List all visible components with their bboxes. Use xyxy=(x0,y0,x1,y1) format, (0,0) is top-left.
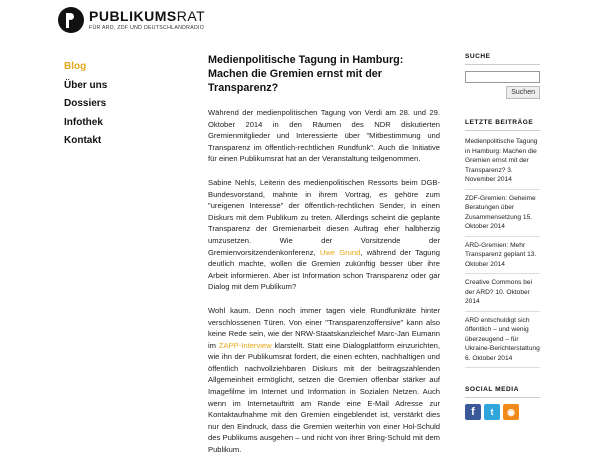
recent-posts-list xyxy=(465,137,540,368)
article xyxy=(208,53,440,468)
facebook-icon[interactable]: f xyxy=(465,404,481,420)
article-paragraph: Sabine Nehls, Leiterin des medienpolitischen Ressorts beim DGB-Bundesvorstand, mahnte in ihrem Vortrag, es gehöre zum "ureigenen Interesse" der öffentlich-rechtlichen Sender, in einen Diskurs mit dem Publikum zu treten. Allerdings scheint die geplante Transparenz der Gremienarbeit diesen Auftrag eher halbherzig umzusetzen. Wie der Vorsitzende der Gremienvorsitzendenkonferenz, Uwe Grund, während der Tagung deutlich machte, wollen die Gremien zukünftig besser über ihre Arbeit informieren. Aber ist Information schon Transparenz oder gar Dialog mit dem Publikum? xyxy=(208,177,440,292)
recent-post-link[interactable]: Medienpolitische Tagung in Hamburg: Machen die Gremien ernst mit der Transparenz? 3. November 2014 xyxy=(465,138,538,183)
logo-p-icon xyxy=(58,7,84,33)
search-heading: SUCHE xyxy=(465,53,540,65)
sidebar xyxy=(465,53,540,420)
article-title[interactable]: Medienpolitische Tagung in Hamburg: Machen die Gremien ernst mit der Transparenz? xyxy=(208,54,404,94)
recent-post-link[interactable]: ARD entschuldigt sich öffentlich – und wenig überzeugend – für Ukraine-Berichterstattung 6. Oktober 2014 xyxy=(465,316,540,362)
rss-icon[interactable]: ◉ xyxy=(503,404,519,420)
list-item xyxy=(465,241,540,275)
list-item xyxy=(465,137,540,190)
nav-item-kontakt[interactable]: Kontakt xyxy=(64,135,102,146)
search-button[interactable]: Suchen xyxy=(506,86,540,99)
list-item xyxy=(465,194,540,237)
social-links xyxy=(465,404,540,420)
logo-title: PUBLIKUMSRAT xyxy=(89,8,206,24)
main-nav xyxy=(64,61,164,154)
nav-item-ueber-uns[interactable]: Über uns xyxy=(64,79,108,91)
logo-subtitle: FÜR ARD, ZDF UND DEUTSCHLANDRADIO xyxy=(89,25,205,31)
nav-item-infothek[interactable]: Infothek xyxy=(64,116,103,128)
search-form xyxy=(465,71,540,107)
search-input[interactable] xyxy=(465,71,540,83)
nav-item-dossiers[interactable]: Dossiers xyxy=(64,98,107,109)
link-uwe-grund[interactable]: Uwe Grund xyxy=(319,247,361,257)
link-zapp-interview[interactable]: ZAPP-Interview xyxy=(218,340,272,350)
social-media-heading: SOCIAL MEDIA xyxy=(465,386,540,398)
recent-posts-heading: LETZTE BEITRÄGE xyxy=(465,119,540,131)
recent-post-link[interactable]: ZDF-Gremien: Geheime Beratungen über Zusammensetzung 15. Oktober 2014 xyxy=(465,194,536,230)
article-paragraph: Während der medienpolitischen Tagung von Verdi am 28. und 29. Oktober 2014 in den Räumen des NDR diskutierten Gremienmitglieder und Interessierte über "Mitbestimmung und Transparenz im öffentlich-rechtlichen Rundfunk". Auch die Initiative für einen Publikumsrat hat an der Veranstaltung teilgenommen. xyxy=(208,108,440,164)
list-item xyxy=(465,316,540,369)
recent-post-link[interactable]: ARD-Gremien: Mehr Transparenz geplant 13. Oktober 2014 xyxy=(465,241,537,268)
twitter-icon[interactable]: t xyxy=(484,404,500,420)
site-logo[interactable] xyxy=(58,7,298,35)
list-item xyxy=(465,278,540,312)
article-paragraph: Wohl kaum. Denn noch immer tagen viele Rundfunkräte hinter verschlossenen Türen. Von einer "Transparenzoffensive" kann also keine Rede sein, wie der NRW-Staatskanzleichef Marc-Jan Eumann im ZAPP-Interview klarstellt. Statt eine Dialogplattform einzurichten, wie ihn der Publikumsrat fordert, die einen echten, nachhaltigen und öffentlich nachvollziehbaren Diskurs mit der beitragszahlenden Allgemeinheit ermöglicht, setzen die Gremien offenbar stärker auf Imagefilme im Internet und Information in Sozialen Netzen. Auch wenn im Internetauftritt am Rande eine E-Mail Adresse zur Kontaktaufnahme mit den Gremien eingeblendet ist, verstärkt dies nur den Eindruck, dass die Gremien weiterhin von einer Hol-Schuld des Publikums ausgehen – und nicht von ihrer Bring-Schuld mit dem Publikum. xyxy=(208,305,441,455)
nav-item-blog[interactable]: Blog xyxy=(64,61,87,72)
recent-post-link[interactable]: Creative Commons bei der ARD? 10. Oktober 2014 xyxy=(465,279,533,305)
